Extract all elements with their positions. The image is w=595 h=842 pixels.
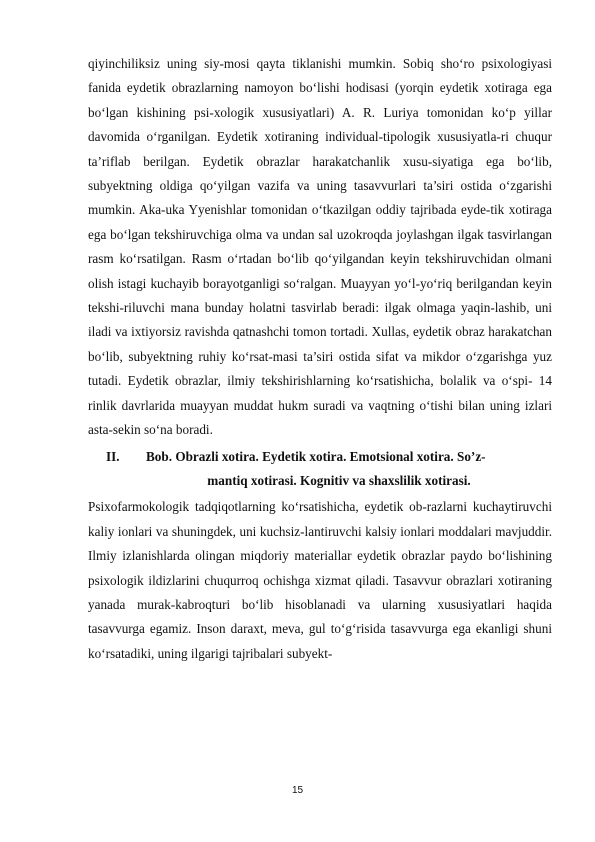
page-number: 15 — [291, 785, 304, 796]
body-paragraph: qiyinchiliksiz uning siy-mosi qayta tiklanishi mumkin. Sobiq sho‘ro psixologiyasi fanida eydetik obrazlarning namoyon bo‘lishi hodisasi (yorqin eydetik xotiraga ega bo‘lgan kishining psi-xologik xususiyatlari) A. R. Luriya tomonidan ko‘p yillar davomida o‘rganilgan. Eydetik xotiraning individual-tipologik xususiyatla-ri chuqur ta’riflab berilgan. Eydetik obrazlar harakatchanlik xusu-siyatiga ega bo‘lib, subyektning oldiga qo‘yilgan vazifa va uning tasavvurlari ta’siri ostida o‘zgarishi mumkin. Aka-uka Yyenishlar tomonidan o‘tkazilgan oddiy tajribada eyde-tik xotiraga ega bo‘lgan tekshiruvchiga olma va undan sal uzokroqda joylashgan ilgak tasvirlangan rasm ko‘rsatilgan. Rasm o‘rtadan bo‘lib qo‘yilgandan keyin tekshiruvchidan olmani olish istagi kuchayib borayotganligi so‘ralgan. Muayyan yo‘l-yo‘riq berilgandan keyin tekshi-riluvchi mana bunday holatni tasvirlab beradi: ilgak olmaga yaqin-lashib, uni iladi va ixtiyorsiz ravishda qatnashchi tomon tortadi. Xullas, eydetik obraz harakatchan bo‘lib, subyektning ruhiy ko‘rsat-masi ta’siri ostida sifat va mikdor o‘zgarishga yuz tutadi. Eydetik obrazlar, ilmiy tekshirishlarning ko‘rsatishicha, bolalik va o‘spi- 14 rinlik davrlarida muayyan muddat hukm suradi va vaqtning o‘tishi bilan uning izlari asta-sekin so‘na boradi. — [88, 56, 552, 438]
heading-line-1: Bob. Obrazli xotira. Eydetik xotira. Emotsional xotira. So’z- — [146, 448, 486, 464]
body-paragraph-2: Psixofarmokologik tadqiqotlarning ko‘rsatishicha, eydetik ob-razlarni kuchaytiruvchi kaliy ionlari va shuningdek, uni kuchsiz-lantiruvchi kalsiy ionlari moddalari mavjuddir. Ilmiy izlanishlarda olingan miqdoriy materiallar eydetik obrazlar paydo bo‘lishining psixologik ildizlarini chuqurroq ochishga xizmat qiladi. Tasavvur obrazlari xotiraning yanada murak-kabroqturi bo‘lib hisoblanadi va ularning xususiyatlari haqida tasavvurga egamiz. Inson daraxt, meva, gul to‘g‘risida tasavvurga ega ekanligi shuni ko‘rsatadiki, uning ilgarigi tajribalari subyekt- — [88, 499, 552, 661]
heading-line-2: mantiq xotirasi. Kognitiv va shaxslilik xotirasi. — [207, 472, 471, 488]
document-page — [88, 52, 552, 666]
section-heading — [88, 445, 552, 494]
heading-number: II. — [106, 448, 120, 464]
